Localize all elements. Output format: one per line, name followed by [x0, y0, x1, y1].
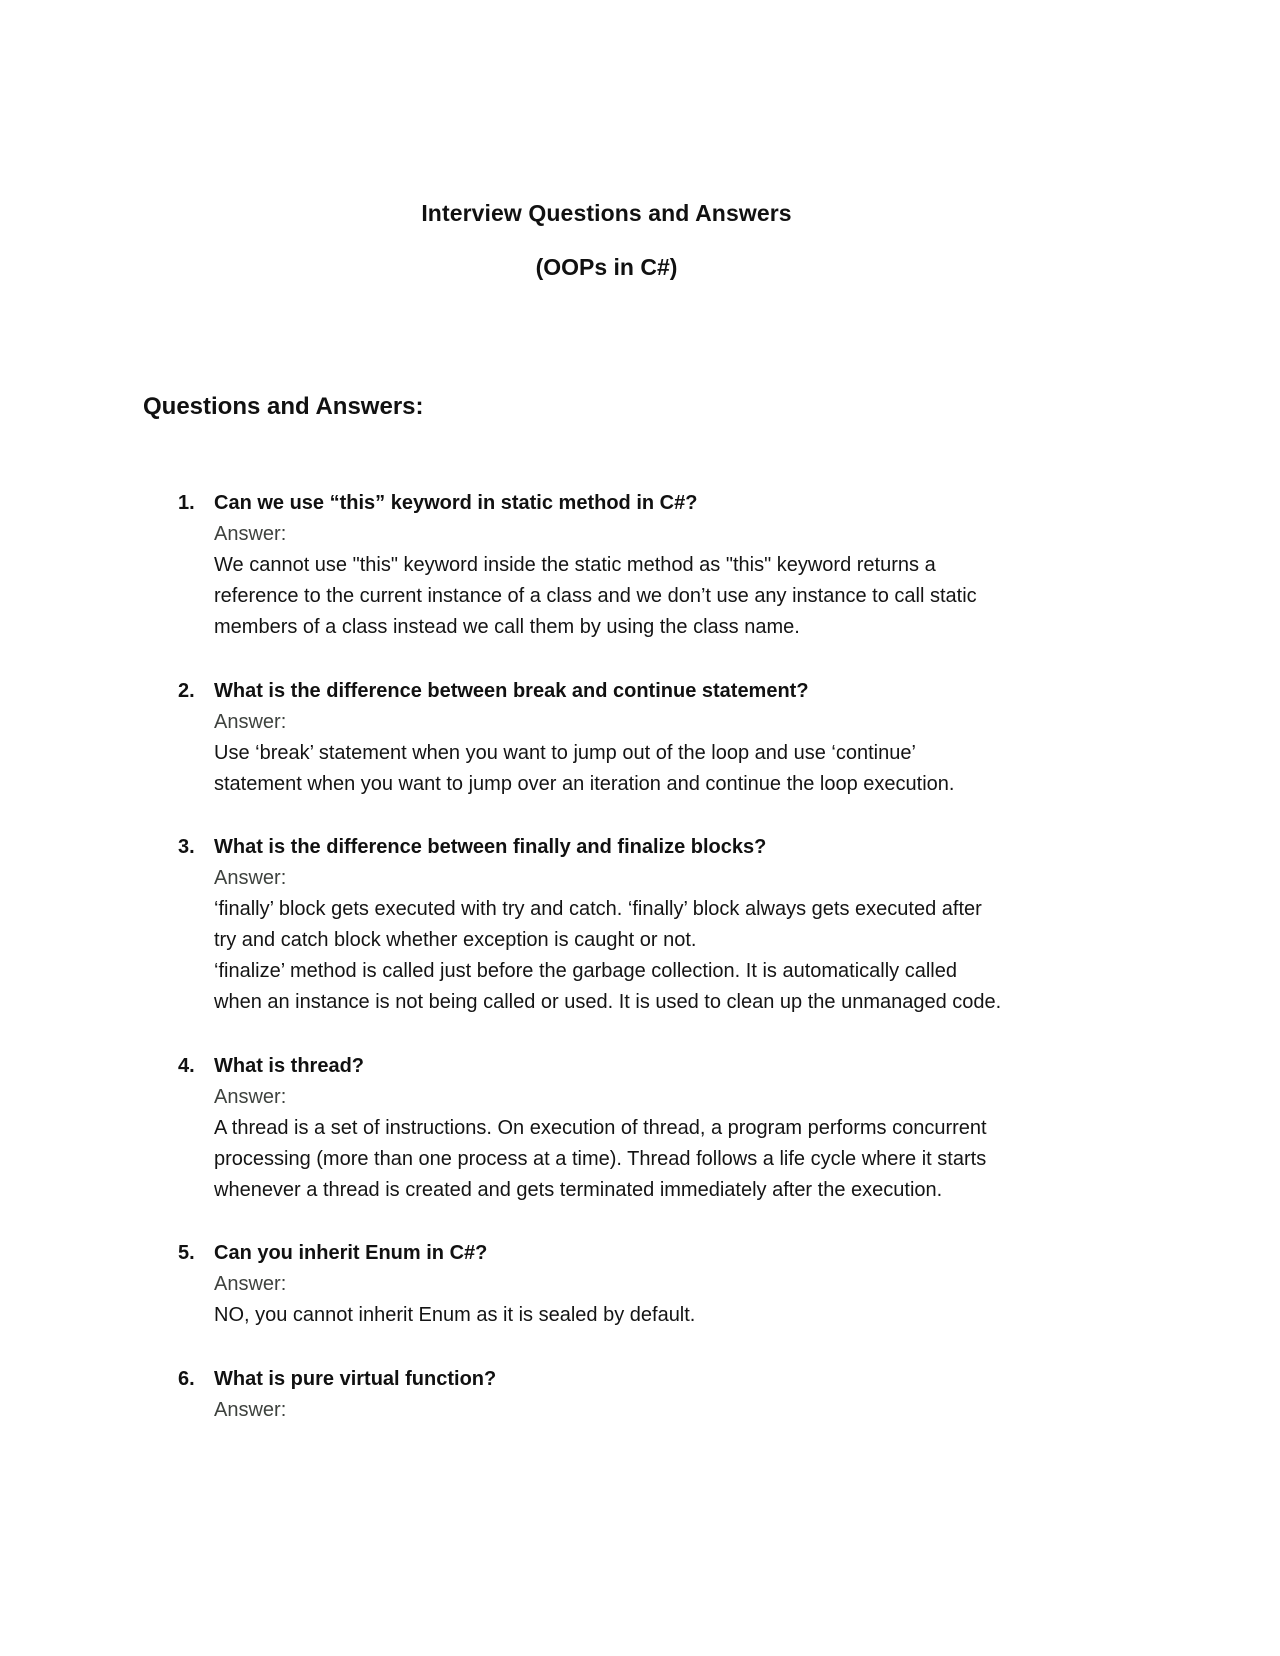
document-title: Interview Questions and Answers [421, 200, 792, 226]
answer-line: whenever a thread is created and gets terminated immediately after the execution. [214, 1179, 943, 1201]
question-text: Can you inherit Enum in C#? [214, 1242, 488, 1264]
question-row [0, 488, 1280, 519]
question-row [0, 832, 1280, 863]
answer-line: statement when you want to jump over an iteration and continue the loop execution. [214, 773, 955, 795]
section-heading: Questions and Answers: [143, 393, 424, 420]
question-row [0, 1051, 1280, 1082]
answer-line: ‘finally’ block gets executed with try and catch. ‘finally’ block always gets executed after [214, 898, 982, 920]
question-number: 4. [178, 1055, 195, 1077]
qa-item [0, 832, 1280, 1018]
answer-line: processing (more than one process at a time). Thread follows a life cycle where it starts [214, 1148, 987, 1170]
answer-label: Answer: [214, 1086, 287, 1108]
question-number: 3. [178, 836, 195, 858]
qa-item [0, 1238, 1280, 1331]
qa-item [0, 676, 1280, 800]
answer-line: We cannot use "this" keyword inside the static method as "this" keyword returns a [214, 554, 936, 576]
question-text: What is pure virtual function? [214, 1368, 497, 1390]
answer-label: Answer: [214, 1273, 287, 1295]
answer-line: A thread is a set of instructions. On execution of thread, a program performs concurrent [214, 1117, 987, 1139]
question-row [0, 1364, 1280, 1395]
answer-line: ‘finalize’ method is called just before the garbage collection. It is automatically called [214, 960, 957, 982]
question-number: 5. [178, 1242, 195, 1264]
answer-label: Answer: [214, 867, 287, 889]
question-text: Can we use “this” keyword in static method in C#? [214, 492, 698, 514]
question-number: 1. [178, 492, 195, 514]
document-subtitle: (OOPs in C#) [535, 254, 678, 280]
answer-line: reference to the current instance of a class and we don’t use any instance to call static [214, 585, 977, 607]
answer-line: Use ‘break’ statement when you want to jump out of the loop and use ‘continue’ [214, 742, 916, 764]
answer-label: Answer: [214, 711, 287, 733]
question-row [0, 1238, 1280, 1269]
question-row [0, 676, 1280, 707]
answer-label: Answer: [214, 523, 287, 545]
question-text: What is thread? [214, 1055, 365, 1077]
qa-item [0, 1364, 1280, 1426]
question-number: 2. [178, 680, 195, 702]
qa-item [0, 488, 1280, 643]
answer-line: try and catch block whether exception is caught or not. [214, 929, 697, 951]
answer-label: Answer: [214, 1399, 287, 1421]
qa-item [0, 1051, 1280, 1206]
answer-line: members of a class instead we call them by using the class name. [214, 616, 800, 638]
question-text: What is the difference between finally and finalize blocks? [214, 836, 767, 858]
question-text: What is the difference between break and continue statement? [214, 680, 809, 702]
answer-line: when an instance is not being called or used. It is used to clean up the unmanaged code. [214, 991, 1002, 1013]
answer-line: NO, you cannot inherit Enum as it is sealed by default. [214, 1304, 696, 1326]
question-number: 6. [178, 1368, 195, 1390]
